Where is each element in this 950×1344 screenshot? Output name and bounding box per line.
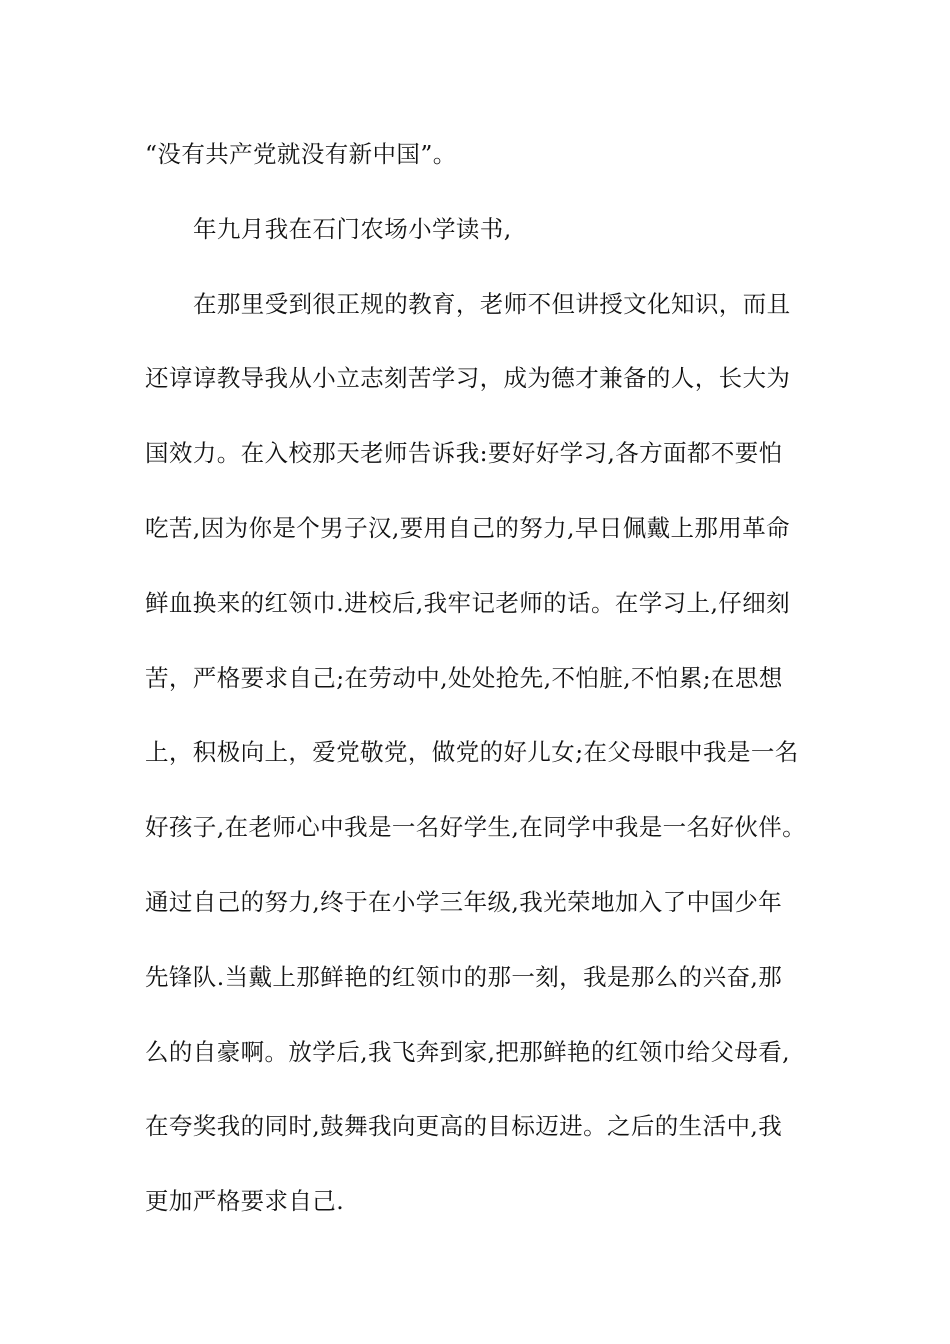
text-line: 苦，严格要求自己;在劳动中,处处抢先,不怕脏,不怕累;在思想 (145, 664, 783, 692)
text-line: 还谆谆教导我从小立志刻苦学习，成为德才兼备的人，长大为 (145, 364, 791, 392)
text-line: 通过自己的努力,终于在小学三年级,我光荣地加入了中国少年 (145, 888, 783, 916)
paragraph-start-line: 在那里受到很正规的教育，老师不但讲授文化知识，而且 (193, 290, 791, 318)
paragraph-start-line: 年九月我在石门农场小学读书, (193, 215, 512, 243)
text-line: 鲜血换来的红领巾.进校后,我牢记老师的话。在学习上,仔细刻 (145, 589, 791, 617)
text-line: 好孩子,在老师心中我是一名好学生,在同学中我是一名好伙伴。 (145, 813, 807, 841)
text-line: 上，积极向上，爱党敬党，做党的好儿女;在父母眼中我是一名 (145, 738, 799, 766)
text-line: 先锋队.当戴上那鲜艳的红领巾的那一刻，我是那么的兴奋,那 (145, 963, 783, 991)
text-line: 国效力。在入校那天老师告诉我:要好好学习,各方面都不要怕 (145, 439, 783, 467)
text-line: “没有共产党就没有新中国”。 (145, 140, 457, 168)
text-line: 更加严格要求自己. (145, 1187, 345, 1215)
text-line: 在夸奖我的同时,鼓舞我向更高的目标迈进。之后的生活中,我 (145, 1112, 783, 1140)
text-line: 吃苦,因为你是个男子汉,要用自己的努力,早日佩戴上那用革命 (145, 514, 791, 542)
text-line: 么的自豪啊。放学后,我飞奔到家,把那鲜艳的红领巾给父母看, (145, 1038, 791, 1066)
